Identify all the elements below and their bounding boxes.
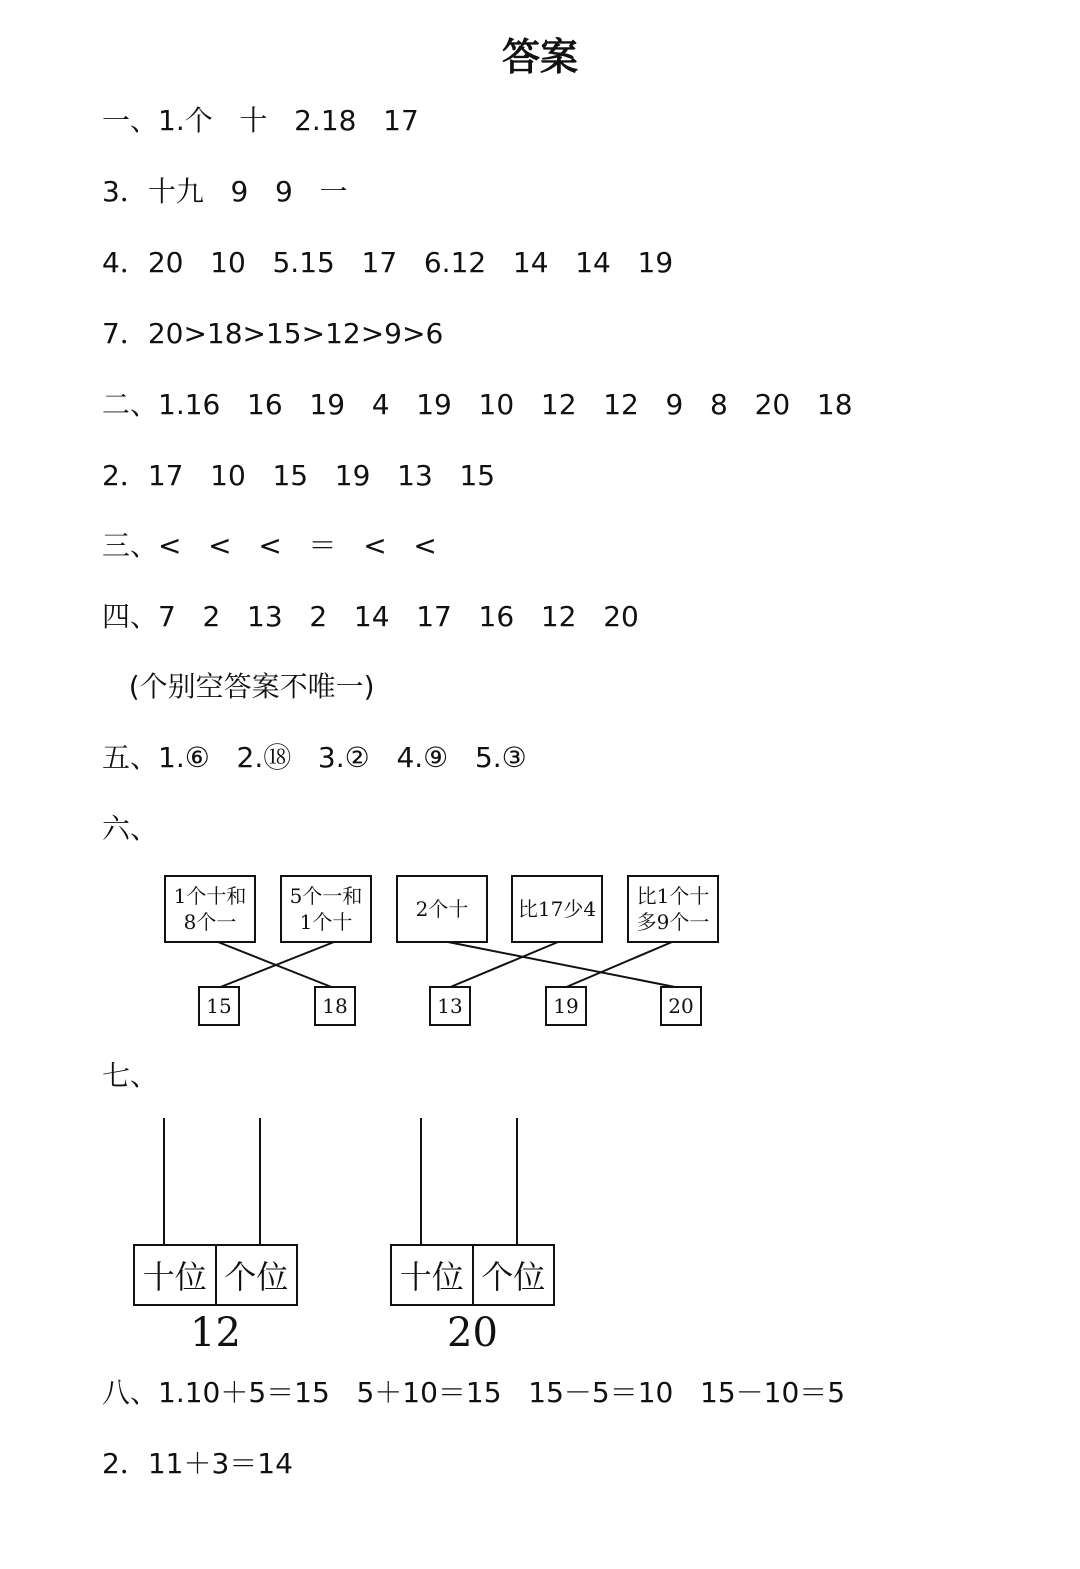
match-box-top-1 (164, 875, 256, 943)
match-box-top-2-line1: 5个一和 (289, 884, 363, 908)
match-box-top-4-line1: 比17少4 (517, 897, 597, 921)
match-box-bottom-2: 18 (314, 986, 356, 1026)
answer-line-7: 三、< < < ＝ < < (102, 529, 437, 562)
abacus-rod-ones-2 (516, 1118, 518, 1246)
match-box-top-2 (280, 875, 372, 943)
place-value-table-1 (133, 1244, 298, 1306)
answer-line-2: 3．十九 9 9 一 (102, 175, 348, 208)
section-7-label: 七、 (102, 1059, 159, 1092)
answer-line-3: 4．20 10 5.15 17 6.12 14 14 19 (102, 246, 674, 279)
answer-line-4: 7．20>18>15>12>9>6 (102, 317, 444, 350)
match-box-bottom-4: 19 (545, 986, 587, 1026)
match-box-top-3-line1: 2个十 (415, 897, 469, 921)
page-title: 答案 (501, 35, 578, 79)
answer-note: (个别空答案不唯一) (102, 670, 375, 703)
abacus-rod-tens-1 (163, 1118, 165, 1246)
match-box-top-2-line2: 1个十 (299, 910, 353, 934)
answer-line-8: 四、7 2 13 2 14 17 16 12 20 (102, 600, 639, 633)
place-value-number-1: 12 (190, 1310, 241, 1356)
abacus-rod-tens-2 (420, 1118, 422, 1246)
match-box-top-5-line1: 比1个十 (636, 884, 710, 908)
place-value-number-2: 20 (447, 1310, 498, 1356)
answer-line-1: 一、1.个 十 2.18 17 (102, 104, 419, 137)
answer-line-6: 2．17 10 15 19 13 15 (102, 459, 496, 492)
match-box-top-5 (627, 875, 719, 943)
section-6-label: 六、 (102, 812, 159, 845)
match-box-top-1-line2: 8个一 (183, 910, 237, 934)
tens-label-1: 十位 (142, 1258, 207, 1296)
match-box-bottom-5: 20 (660, 986, 702, 1026)
match-box-bottom-1: 15 (198, 986, 240, 1026)
match-box-top-3 (396, 875, 488, 943)
match-box-top-5-line2: 多9个一 (636, 910, 710, 934)
match-box-bottom-3: 13 (429, 986, 471, 1026)
answer-line-11: 2．11＋3＝14 (102, 1447, 293, 1480)
ones-label-1: 个位 (215, 1246, 297, 1304)
answer-line-9: 五、1.⑥ 2.⑱ 3.② 4.⑨ 5.③ (102, 741, 527, 774)
place-value-table-2 (390, 1244, 555, 1306)
tens-label-2: 十位 (399, 1258, 464, 1296)
ones-label-2: 个位 (472, 1246, 554, 1304)
abacus-rod-ones-1 (259, 1118, 261, 1246)
match-box-top-4 (511, 875, 603, 943)
answer-line-5: 二、1.16 16 19 4 19 10 12 12 9 8 20 18 (102, 388, 853, 421)
match-box-top-1-line1: 1个十和 (173, 884, 247, 908)
answer-line-10: 八、1.10＋5＝15 5＋10＝15 15－5＝10 15－10＝5 (102, 1376, 846, 1409)
